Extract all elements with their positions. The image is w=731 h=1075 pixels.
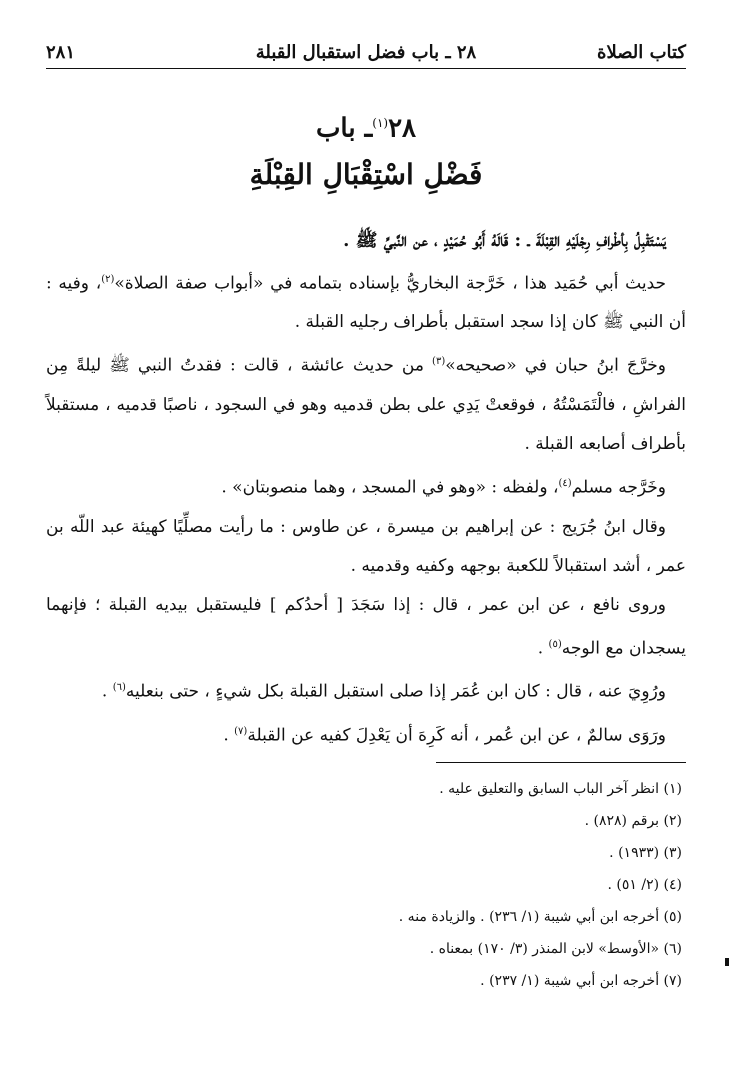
chapter-title: فَضْلِ اسْتِقْبَالِ القِبْلَةِ: [249, 157, 483, 191]
paragraph-text: وخَرَّجه مسلم: [571, 477, 666, 498]
footnote-item: (٦) «الأوسط» لابن المنذر (٣/ ١٧٠) بمعناه .: [429, 940, 682, 957]
footnote-ref: (٧): [234, 725, 248, 737]
paragraph-text: .: [223, 725, 235, 746]
footnote-item: (٣) (١٩٣٣) .: [609, 844, 682, 861]
book-title: كتاب الصلاة: [597, 42, 686, 63]
book-page: [46, 38, 686, 997]
paragraph-text: وخرَّجَ ابنُ حبان في «صحيحه»: [445, 355, 666, 376]
paragraph-2: [46, 342, 686, 464]
paragraph-text: وروى نافع ، عن ابن عمر ، قال : إذا سَجَدَ [ أحدُكم ] فليستقبل بيديه القبلة ؛ فإنهما يسجدان مع الوجه: [46, 594, 686, 659]
paragraph-1: [46, 260, 686, 343]
paragraph-text: ورَوَى سالمٌ ، عن ابن عُمر ، أنه كَرِهَ أن يَعْدِلَ كفيه عن القبلة: [247, 725, 666, 746]
paragraph-text: .: [537, 638, 549, 659]
paragraph-text: ورُوِيَ عنه ، قال : كان ابن عُمَر إذا صلى استقبل القبلة بكل شيءٍ ، حتى بنعليه: [125, 681, 666, 702]
chapter-footnote-ref: (١): [372, 116, 389, 130]
paragraph-text: من حديث عائشة ، قالت : فقدتُ النبي ﷺ ليلةً مِن الفراشِ ، فالْتَمَسْتُهُ ، فوقعتْ يَدِي على بطن قدميه وهو في السجود ، ناصبًا قدميه ، مستقبلاً بأطراف أصابعه القبلة .: [46, 355, 686, 454]
lead-paragraph: يَسْتَقْبِلُ بِأطْرافِ رِجْلَيْهِ القِبْلَةَ ـ : قَالَهُ أَبُو حُمَيْدٍ ، عن النَّبيِّ ﷺ .: [343, 229, 666, 251]
paragraph-text: ، وفيه : أن النبي ﷺ كان إذا سجد استقبل بأطراف رجليه القبلة .: [46, 273, 686, 333]
page-number: ٢٨١: [46, 42, 76, 63]
paragraph-6: [46, 668, 686, 712]
footnote-item: (٧) أخرجه ابن أبي شيبة (١/ ٢٣٧) .: [480, 972, 682, 989]
running-header: [46, 38, 686, 69]
footnote-ref: (٥): [548, 638, 562, 650]
footnote-item: (١) انظر آخر الباب السابق والتعليق عليه .: [439, 780, 682, 797]
scan-mark: [725, 958, 729, 966]
chapter-heading: [46, 105, 686, 147]
footnote-ref: (٢): [101, 273, 115, 285]
chapter-header: ٢٨ ـ باب فضل استقبال القبلة: [255, 42, 477, 63]
footnote-item: (٤) (٢/ ٥١) .: [607, 876, 682, 893]
paragraph-5: [46, 586, 686, 669]
paragraph-text: .: [101, 681, 113, 702]
paragraph-3: [46, 464, 686, 508]
chapter-number: ٢٨: [388, 113, 417, 144]
paragraph-4: وقال ابنُ جُرَيج : عن إبراهيم بن ميسرة ، عن طاوس : ما رأيت مصلِّيًا كهيئة عبد اللّه بن عمر ، أشد استقبالاً للكعبة بوجهه وكفيه وقدميه .: [46, 516, 686, 576]
footnote-ref: (٦): [112, 682, 126, 694]
footnote-ref: (٣): [432, 356, 446, 368]
footnote-separator: [436, 762, 686, 763]
paragraph-text: حديث أبي حُمَيد هذا ، خَرَّجة البخاريُّ بإسناده بتمامه في «أبواب صفة الصلاة»: [114, 273, 667, 294]
footnote-item: (٥) أخرجه ابن أبي شيبة (١/ ٢٣٦) . والزيادة منه .: [398, 908, 682, 925]
footnotes: [46, 773, 686, 997]
chapter-label: ـ باب: [315, 113, 373, 144]
main-text: [46, 221, 686, 756]
footnote-ref: (٤): [558, 477, 572, 489]
paragraph-7: [46, 712, 686, 756]
footnote-item: (٢) برقم (٨٢٨) .: [584, 812, 682, 829]
paragraph-text: ، ولفظه : «وهو في المسجد ، وهما منصوبتان» .: [221, 477, 559, 498]
